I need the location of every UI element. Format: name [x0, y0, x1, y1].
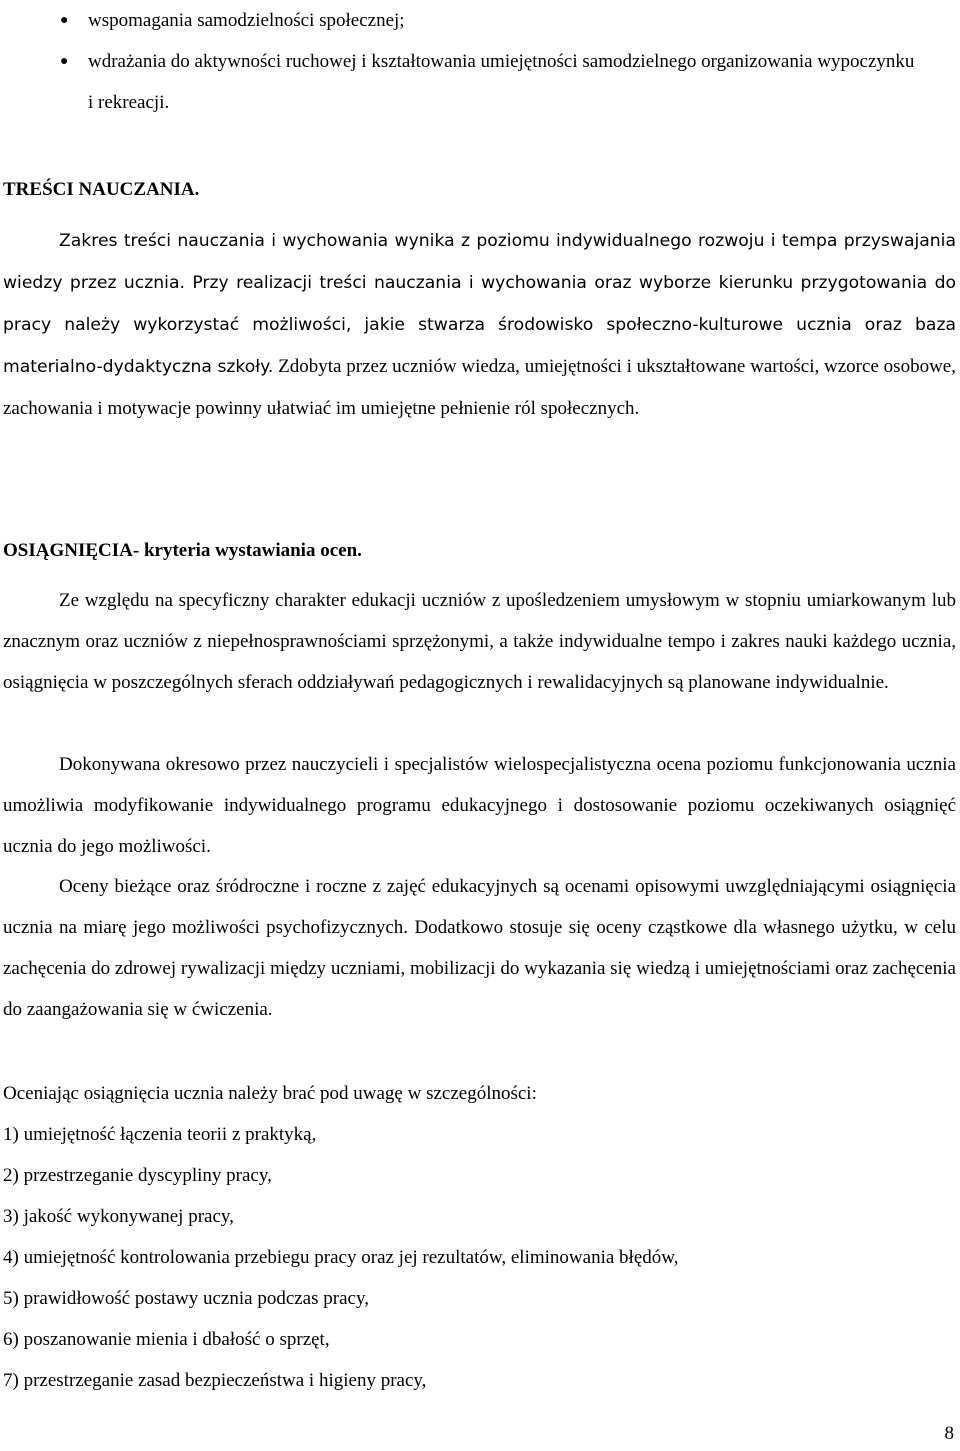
criteria-item: 5) prawidłowość postawy ucznia podczas pracy,	[3, 1288, 369, 1309]
paragraph-tresci	[3, 220, 956, 429]
section-heading-tresci: TREŚCI NAUCZANIA.	[3, 179, 200, 200]
bullet-list	[0, 0, 960, 123]
paragraph-tresci-serif-text: Zdobyta przez uczniów wiedza, umiejętności i ukształtowane wartości, wzorce osobowe, zachowania i motywacje powinny ułatwiać im umiejętne pełnienie ról społecznych.	[3, 356, 956, 419]
page-number: 8	[944, 1423, 954, 1444]
criteria-item: 3) jakość wykonywanej pracy,	[3, 1206, 234, 1227]
paragraph-osiagniecia-4: Oceniając osiągnięcia ucznia należy brać pod uwagę w szczególności:	[3, 1083, 537, 1104]
criteria-item: 2) przestrzeganie dyscypliny pracy,	[3, 1165, 272, 1186]
paragraph-osiagniecia-2: Dokonywana okresowo przez nauczycieli i specjalistów wielospecjalistyczna ocena poziomu funkcjonowania ucznia umożliwia modyfikowanie indywidualnego programu edukacyjnego i dostosowanie poziomu oczekiwanych osiągnięć ucznia do jego możliwości.	[3, 754, 956, 857]
bullet-icon: ●	[60, 54, 69, 69]
bullet-item	[0, 41, 960, 123]
bullet-text: wspomagania samodzielności społecznej;	[88, 10, 405, 31]
bullet-item	[0, 0, 960, 41]
criteria-item: 4) umiejętność kontrolowania przebiegu pracy oraz jej rezultatów, eliminowania błędów,	[3, 1247, 679, 1268]
paragraph-osiagniecia-1: Ze względu na specyficzny charakter edukacji uczniów z upośledzeniem umysłowym w stopniu umiarkowanym lub znacznym oraz uczniów z niepełnosprawnościami sprzężonymi, a także indywidualne tempo i zakres nauki każdego ucznia, osiągnięcia w poszczególnych sferach oddziaływań pedagogicznych i rewalidacyjnych są planowane indywidualnie.	[3, 590, 956, 693]
criteria-item: 7) przestrzeganie zasad bezpieczeństwa i higieny pracy,	[3, 1370, 427, 1391]
section-heading-osiagniecia: OSIĄGNIĘCIA- kryteria wystawiania ocen.	[3, 540, 362, 561]
paragraph-osiagniecia-3: Oceny bieżące oraz śródroczne i roczne z zajęć edukacyjnych są ocenami opisowymi uwzględniającymi osiągnięcia ucznia na miarę jego możliwości psychofizycznych. Dodatkowo stosuje się oceny cząstkowe dla własnego użytku, w celu zachęcenia do zdrowej rywalizacji między uczniami, mobilizacji do wykazania się wiedzą i umiejętnościami oraz zachęcenia do zaangażowania się w ćwiczenia.	[3, 876, 956, 1020]
bullet-text: wdrażania do aktywności ruchowej i kształtowania umiejętności samodzielnego organizowania wypoczynku i rekreacji.	[88, 51, 915, 113]
paragraph-tresci-sans-text: Zakres treści nauczania i wychowania wynika z poziomu indywidualnego rozwoju i tempa przyswajania wiedzy przez ucznia. Przy realizacji treści nauczania i wychowania oraz wyborze kierunku przygotowania do pracy należy wykorzystać możliwości, jakie stwarza środowisko społeczno-kulturowe ucznia oraz baza materialno-dydaktyczna szkoły.	[3, 231, 956, 377]
criteria-item: 1) umiejętność łączenia teorii z praktyką,	[3, 1124, 317, 1145]
criteria-item: 6) poszanowanie mienia i dbałość o sprzęt,	[3, 1329, 330, 1350]
criteria-list	[3, 1114, 943, 1401]
bullet-icon: ●	[60, 13, 69, 28]
